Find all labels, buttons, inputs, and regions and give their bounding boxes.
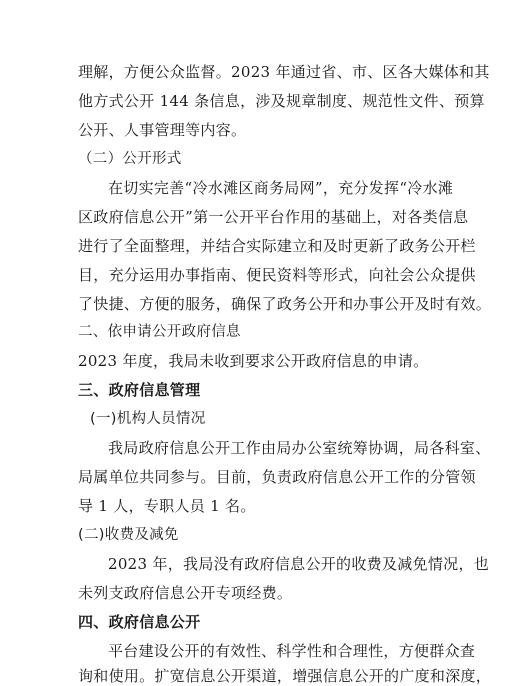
paragraph-line: 2023 年，我局没有政府信息公开的收费及减免情况，也	[108, 555, 490, 573]
paragraph-line: 局属单位共同参与。目前，负责政府信息公开工作的分管领	[78, 468, 476, 486]
section-heading: 三、政府信息管理	[78, 381, 201, 399]
section-heading: 二、依申请公开政府信息	[78, 324, 241, 340]
paragraph-line: 进行了全面整理，并结合实际建立和及时更新了政务公开栏	[78, 237, 476, 255]
section-heading: 四、政府信息公开	[78, 613, 201, 631]
subsection-heading: (一)机构人员情况	[90, 411, 206, 427]
paragraph-line: 公开、人事管理等内容。	[78, 121, 247, 139]
paragraph-line: 未列支政府信息公开专项经费。	[78, 584, 293, 602]
paragraph-line: 他方式公开 144 条信息，涉及规章制度、规范性文件、预算	[78, 92, 485, 110]
paragraph-line: 询和使用。扩宽信息公开渠道，增强信息公开的广度和深度，	[78, 667, 492, 685]
paragraph-line: 我局政府信息公开工作由局办公室统筹协调，局各科室、	[108, 439, 491, 457]
subsection-heading: （二）公开形式	[78, 151, 182, 167]
paragraph-line: 2023 年度，我局未收到要求公开政府信息的申请。	[78, 352, 429, 370]
subsection-heading: (二)收费及减免	[78, 527, 179, 543]
paragraph-line: 理解，方便公众监督。2023 年通过省、市、区各大媒体和其	[78, 63, 490, 81]
paragraph-line: 区政府信息公开”第一公开平台作用的基础上，对各类信息	[78, 208, 469, 226]
paragraph-line: 导 1 人，专职人员 1 名。	[78, 497, 256, 515]
paragraph-line: 平台建设公开的有效性、科学性和合理性，方便群众查	[108, 642, 476, 660]
paragraph-line: 了快捷、方便的服务，确保了政务公开和办事公开及时有效。	[78, 295, 492, 313]
paragraph-line: 目，充分运用办事指南、便民资料等形式，向社会公众提供	[78, 266, 476, 284]
paragraph-line: 在切实完善“冷水滩区商务局网”，充分发挥“冷水滩	[108, 179, 454, 197]
